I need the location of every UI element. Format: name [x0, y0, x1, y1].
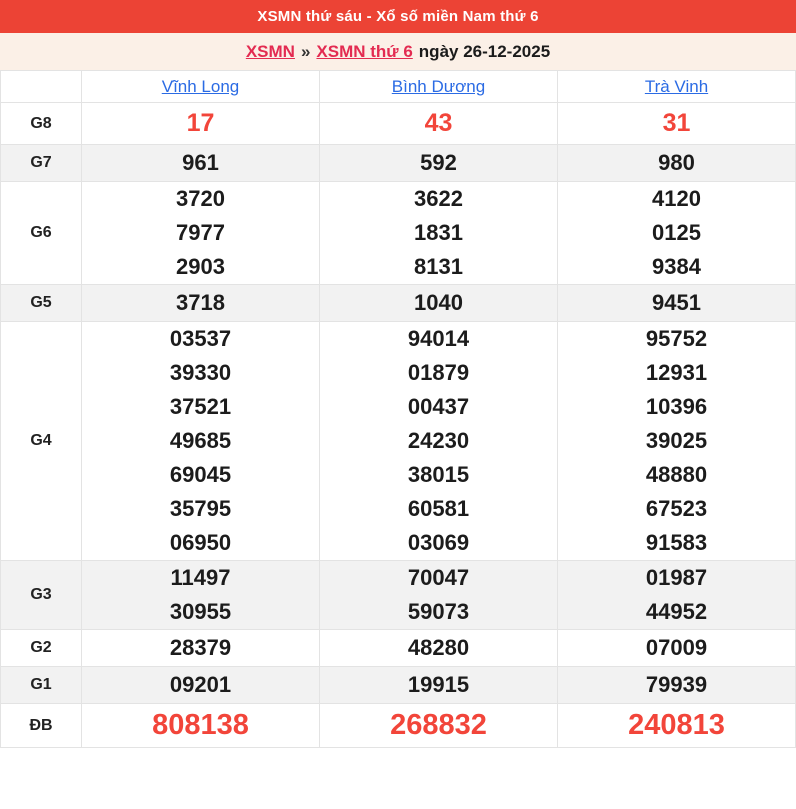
breadcrumb-separator-icon: » — [300, 41, 311, 61]
province-header-tra-vinh — [558, 71, 796, 103]
result-cell — [82, 667, 320, 704]
lottery-number: 91583 — [645, 530, 708, 555]
prize-label: G2 — [1, 630, 82, 667]
lottery-number: 49685 — [169, 428, 232, 453]
lottery-number: 592 — [420, 150, 457, 175]
lottery-number: 8131 — [414, 254, 463, 279]
breadcrumb-date: ngày 26-12-2025 — [418, 41, 551, 61]
lottery-number: 31 — [662, 109, 691, 137]
result-cell — [82, 145, 320, 182]
result-cell — [558, 667, 796, 704]
lottery-number: 9451 — [652, 290, 701, 315]
lottery-number: 39330 — [169, 360, 232, 385]
lottery-number: 03069 — [407, 530, 470, 555]
prize-label: G5 — [1, 285, 82, 322]
result-cell — [558, 561, 796, 630]
prize-label: G1 — [1, 667, 82, 704]
lottery-number: 19915 — [407, 672, 470, 697]
result-cell — [320, 103, 558, 145]
table-row-g5 — [1, 285, 796, 322]
lottery-number: 03537 — [169, 326, 232, 351]
lottery-number: 2903 — [176, 254, 225, 279]
table-row-g8 — [1, 103, 796, 145]
table-row-g4 — [1, 322, 796, 561]
lottery-number: 01879 — [407, 360, 470, 385]
result-cell — [82, 322, 320, 561]
result-cell — [558, 285, 796, 322]
table-row-g1 — [1, 667, 796, 704]
lottery-number: 240813 — [628, 709, 725, 741]
result-cell — [558, 103, 796, 145]
result-cell — [320, 667, 558, 704]
result-cell — [82, 103, 320, 145]
prize-label: G6 — [1, 182, 82, 285]
lottery-number: 17 — [186, 109, 215, 137]
table-row-g2 — [1, 630, 796, 667]
table-header-row — [1, 71, 796, 103]
result-cell — [320, 182, 558, 285]
lottery-number: 60581 — [407, 496, 470, 521]
lottery-number: 12931 — [645, 360, 708, 385]
result-cell — [82, 630, 320, 667]
page-title: XSMN thứ sáu - Xổ số miền Nam thứ 6 — [257, 8, 539, 25]
lottery-number: 38015 — [407, 462, 470, 487]
lottery-number: 70047 — [407, 565, 470, 590]
result-cell — [558, 145, 796, 182]
prize-label: G3 — [1, 561, 82, 630]
breadcrumb-link-xsmn[interactable]: XSMN — [245, 41, 295, 61]
lottery-number: 3718 — [176, 290, 225, 315]
result-cell — [320, 322, 558, 561]
lottery-number: 1040 — [414, 290, 463, 315]
prize-label: G7 — [1, 145, 82, 182]
prize-label: ĐB — [1, 704, 82, 748]
lottery-number: 67523 — [645, 496, 708, 521]
result-cell — [320, 704, 558, 748]
lottery-number: 43 — [424, 109, 453, 137]
lottery-number: 48280 — [407, 635, 470, 660]
province-link-binh-duong[interactable]: Bình Dương — [391, 76, 486, 96]
result-cell — [82, 561, 320, 630]
result-cell — [558, 704, 796, 748]
table-row-g7 — [1, 145, 796, 182]
lottery-number: 59073 — [407, 599, 470, 624]
lottery-number: 07009 — [645, 635, 708, 660]
lottery-number: 961 — [182, 150, 219, 175]
result-cell — [82, 182, 320, 285]
lottery-number: 48880 — [645, 462, 708, 487]
result-cell — [558, 630, 796, 667]
lottery-number: 79939 — [645, 672, 708, 697]
lottery-number: 980 — [658, 150, 695, 175]
breadcrumb-link-xsmn-thu-6[interactable]: XSMN thứ 6 — [316, 41, 413, 61]
lottery-number: 268832 — [390, 709, 487, 741]
result-cell — [82, 285, 320, 322]
lottery-number: 69045 — [169, 462, 232, 487]
lottery-number: 28379 — [169, 635, 232, 660]
lottery-number: 37521 — [169, 394, 232, 419]
result-cell — [320, 285, 558, 322]
title-bar — [0, 0, 796, 33]
province-link-tra-vinh[interactable]: Trà Vinh — [644, 76, 709, 96]
breadcrumb — [0, 33, 796, 70]
results-table — [0, 70, 796, 748]
lottery-number: 10396 — [645, 394, 708, 419]
lottery-number: 3622 — [414, 186, 463, 211]
result-cell — [558, 182, 796, 285]
lottery-number: 06950 — [169, 530, 232, 555]
result-cell — [320, 630, 558, 667]
result-cell — [558, 322, 796, 561]
lottery-number: 7977 — [176, 220, 225, 245]
lottery-number: 44952 — [645, 599, 708, 624]
prize-column-header — [1, 71, 82, 103]
lottery-number: 3720 — [176, 186, 225, 211]
results-table-body — [1, 103, 796, 748]
province-header-vinh-long — [82, 71, 320, 103]
result-cell — [320, 145, 558, 182]
lottery-number: 1831 — [414, 220, 463, 245]
table-row-g3 — [1, 561, 796, 630]
province-header-binh-duong — [320, 71, 558, 103]
table-row-đb — [1, 704, 796, 748]
result-cell — [320, 561, 558, 630]
lottery-number: 0125 — [652, 220, 701, 245]
prize-label: G4 — [1, 322, 82, 561]
lottery-number: 09201 — [169, 672, 232, 697]
lottery-number: 00437 — [407, 394, 470, 419]
prize-label: G8 — [1, 103, 82, 145]
lottery-number: 01987 — [645, 565, 708, 590]
lottery-number: 35795 — [169, 496, 232, 521]
lottery-number: 808138 — [152, 709, 249, 741]
province-link-vinh-long[interactable]: Vĩnh Long — [161, 76, 240, 96]
lottery-number: 39025 — [645, 428, 708, 453]
lottery-number: 30955 — [169, 599, 232, 624]
lottery-number: 4120 — [652, 186, 701, 211]
result-cell — [82, 704, 320, 748]
lottery-number: 11497 — [170, 565, 231, 590]
lottery-number: 24230 — [407, 428, 470, 453]
lottery-number: 94014 — [407, 326, 470, 351]
table-row-g6 — [1, 182, 796, 285]
lottery-number: 9384 — [652, 254, 701, 279]
lottery-number: 95752 — [645, 326, 708, 351]
